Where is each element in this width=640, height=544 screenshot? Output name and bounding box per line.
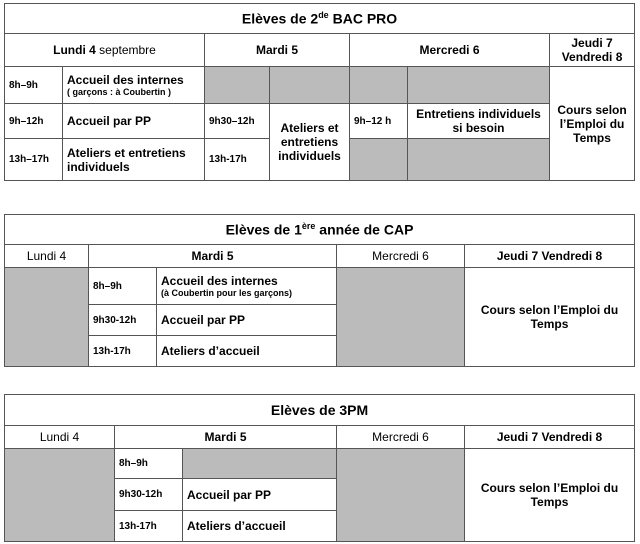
header-mardi: Mardi 5	[115, 426, 337, 449]
table-1ere-cap	[4, 214, 635, 367]
empty-cell	[350, 67, 408, 104]
empty-cell	[337, 449, 465, 542]
time-cell: 13h-17h	[205, 139, 270, 181]
empty-cell	[183, 449, 337, 479]
time-cell: 8h–9h	[115, 449, 183, 479]
header-lundi: Lundi 4	[5, 245, 89, 268]
activity-cell: Accueil par PP	[183, 479, 337, 511]
activity-cell: Accueil des internes (à Coubertin pour les garçons)	[157, 268, 337, 305]
header-mardi: Mardi 5	[205, 34, 350, 67]
table-3pm	[4, 394, 635, 542]
activity-cell: Ateliers d’accueil	[157, 336, 337, 367]
time-cell: 8h–9h	[5, 67, 63, 104]
empty-cell	[270, 67, 350, 104]
activity-cell: Accueil par PP	[157, 305, 337, 336]
activity-cell: Ateliers d’accueil	[183, 511, 337, 542]
header-mercredi: Mercredi 6	[337, 426, 465, 449]
header-mercredi: Mercredi 6	[337, 245, 465, 268]
header-mercredi: Mercredi 6	[350, 34, 550, 67]
jeudi-vendredi-cell: Cours selon l’Emploi du Temps	[465, 268, 635, 367]
time-cell: 9h30–12h	[205, 104, 270, 139]
time-cell: 9h–12h	[5, 104, 63, 139]
activity-cell: Accueil des internes ( garçons : à Coubertin )	[63, 67, 205, 104]
empty-cell	[408, 67, 550, 104]
header-lundi: Lundi 4 septembre	[5, 34, 205, 67]
header-jeudi-vendredi: Jeudi 7 Vendredi 8	[550, 34, 635, 67]
jeudi-vendredi-cell: Cours selon l’Emploi du Temps	[550, 67, 635, 181]
mercredi-activity-cell: Entretiens individuels si besoin	[408, 104, 550, 139]
table-title: Elèves de 2de BAC PRO	[5, 4, 635, 34]
mardi-activity-cell: Ateliers et entretiens individuels	[270, 104, 350, 181]
header-jeudi-vendredi: Jeudi 7 Vendredi 8	[465, 245, 635, 268]
empty-cell	[350, 139, 408, 181]
header-lundi: Lundi 4	[5, 426, 115, 449]
time-cell: 9h–12 h	[350, 104, 408, 139]
empty-cell	[205, 67, 270, 104]
header-jeudi-vendredi: Jeudi 7 Vendredi 8	[465, 426, 635, 449]
activity-cell: Ateliers et entretiens individuels	[63, 139, 205, 181]
time-cell: 13h–17h	[5, 139, 63, 181]
empty-cell	[337, 268, 465, 367]
time-cell: 13h-17h	[115, 511, 183, 542]
table-2de-bac-pro	[4, 3, 635, 181]
time-cell: 13h-17h	[89, 336, 157, 367]
empty-cell	[5, 449, 115, 542]
table-title: Elèves de 1ère année de CAP	[5, 215, 635, 245]
jeudi-vendredi-cell: Cours selon l’Emploi du Temps	[465, 449, 635, 542]
empty-cell	[5, 268, 89, 367]
header-mardi: Mardi 5	[89, 245, 337, 268]
table-title: Elèves de 3PM	[5, 395, 635, 426]
activity-cell: Accueil par PP	[63, 104, 205, 139]
empty-cell	[408, 139, 550, 181]
time-cell: 8h–9h	[89, 268, 157, 305]
time-cell: 9h30-12h	[89, 305, 157, 336]
time-cell: 9h30-12h	[115, 479, 183, 511]
